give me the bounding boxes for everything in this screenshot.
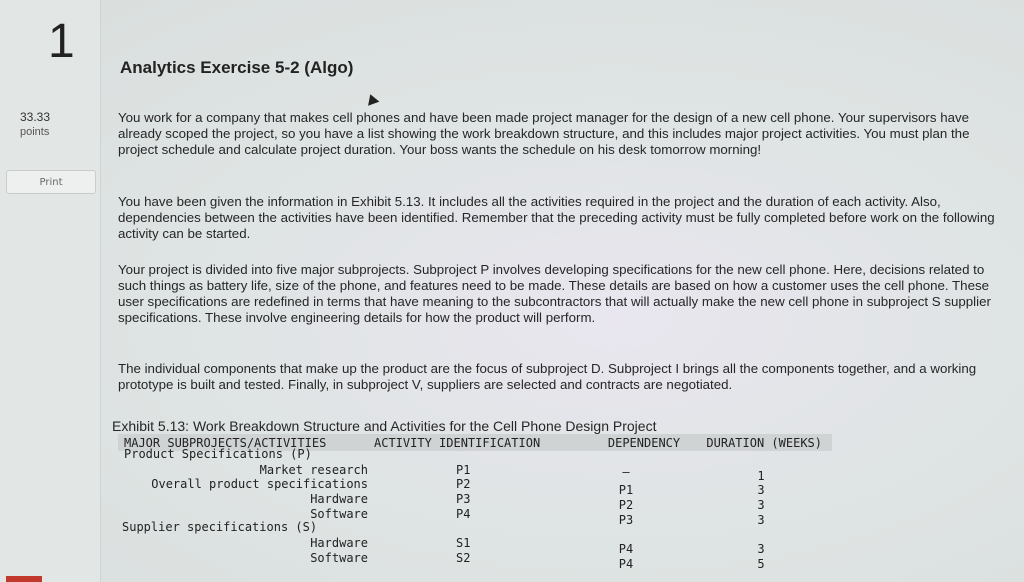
exhibit-title: Exhibit 5.13: Work Breakdown Structure and Activities for the Cell Phone Design Project bbox=[112, 418, 657, 434]
dependency-cell: P2 bbox=[618, 498, 634, 512]
header-activities: MAJOR SUBPROJECTS/ACTIVITIES bbox=[124, 435, 327, 450]
group-title-s: Supplier specifications (S) bbox=[122, 520, 318, 534]
duration-cell: 3 bbox=[757, 498, 765, 512]
components-paragraph: The individual components that make up the product are the focus of subproject D. Subproject I brings all the components together, and a working prototype is built and tested. Finally, in subproject V, suppliers are selected and contracts are negotiated. bbox=[118, 361, 977, 392]
intro-paragraph: You work for a company that makes cell phones and have been made project manager for the design of a new cell phone. Your supervisors have already scoped the project, so you have a list showing the work breakdown structure, and this includes major project activities. You must plan the project schedule and calculate project duration. Your boss wants the schedule on his desk tomorrow morning! bbox=[118, 110, 970, 157]
dependency-cell: P4 bbox=[618, 542, 634, 556]
wbs-table bbox=[118, 434, 832, 571]
print-button[interactable]: Print bbox=[6, 170, 96, 194]
subprojects-paragraph: Your project is divided into five major subprojects. Subproject P involves developing specifications for the new cell phone. Here, decisions related to such things as battery life, size of the phone, and features need to be made. These details are based on how a customer uses the cell phone. These user specifications are redefined in terms that have meaning to the subcontractors that will actually make the new cell phone in subproject S supplier specifications. These involve engineering details for how the product will perform. bbox=[118, 262, 991, 325]
menu-tab-edge[interactable] bbox=[6, 576, 42, 582]
header-duration: DURATION (WEEKS) bbox=[706, 435, 822, 450]
duration-cell: 3 bbox=[757, 542, 765, 556]
dependency-cell: – bbox=[622, 465, 630, 479]
activity-cell: Hardware bbox=[310, 492, 368, 506]
duration-cell: 3 bbox=[757, 513, 765, 527]
dependency-cell: P4 bbox=[618, 557, 634, 571]
duration-cell: 1 bbox=[757, 469, 765, 483]
id-cell: P4 bbox=[456, 507, 471, 521]
exercise-title: Analytics Exercise 5-2 (Algo) bbox=[120, 58, 354, 77]
group-title-p: Product Specifications (P) bbox=[124, 447, 312, 461]
activity-cell: Overall product specifications bbox=[151, 477, 368, 491]
mouse-cursor-icon bbox=[365, 92, 380, 106]
points-label: points bbox=[20, 126, 50, 138]
activity-cell: Hardware bbox=[310, 536, 368, 550]
question-number: 1 bbox=[48, 15, 75, 68]
duration-cell: 5 bbox=[757, 557, 765, 571]
header-dependency: DEPENDENCY bbox=[607, 435, 681, 450]
duration-cell: 3 bbox=[757, 483, 765, 497]
dependency-cell: P3 bbox=[618, 513, 634, 527]
question-sidebar bbox=[0, 0, 101, 582]
activity-cell: Software bbox=[310, 551, 368, 565]
id-cell: P1 bbox=[456, 463, 471, 477]
id-cell: P3 bbox=[456, 492, 471, 506]
activity-cell: Market research bbox=[259, 463, 368, 477]
id-cell: S2 bbox=[456, 551, 471, 565]
activity-cell: Software bbox=[310, 507, 368, 521]
id-cell: S1 bbox=[456, 536, 471, 550]
exhibit-paragraph: You have been given the information in Exhibit 5.13. It includes all the activities required in the project and the duration of each activity. Also, dependencies between the activities have been identified. Remember that the preceding activity must be fully completed before work on the following activity can be started. bbox=[118, 194, 995, 241]
id-cell: P2 bbox=[456, 477, 471, 491]
points-value: 33.33 bbox=[20, 110, 51, 124]
dependency-cell: P1 bbox=[618, 483, 634, 497]
header-id: ACTIVITY IDENTIFICATION bbox=[374, 435, 541, 450]
